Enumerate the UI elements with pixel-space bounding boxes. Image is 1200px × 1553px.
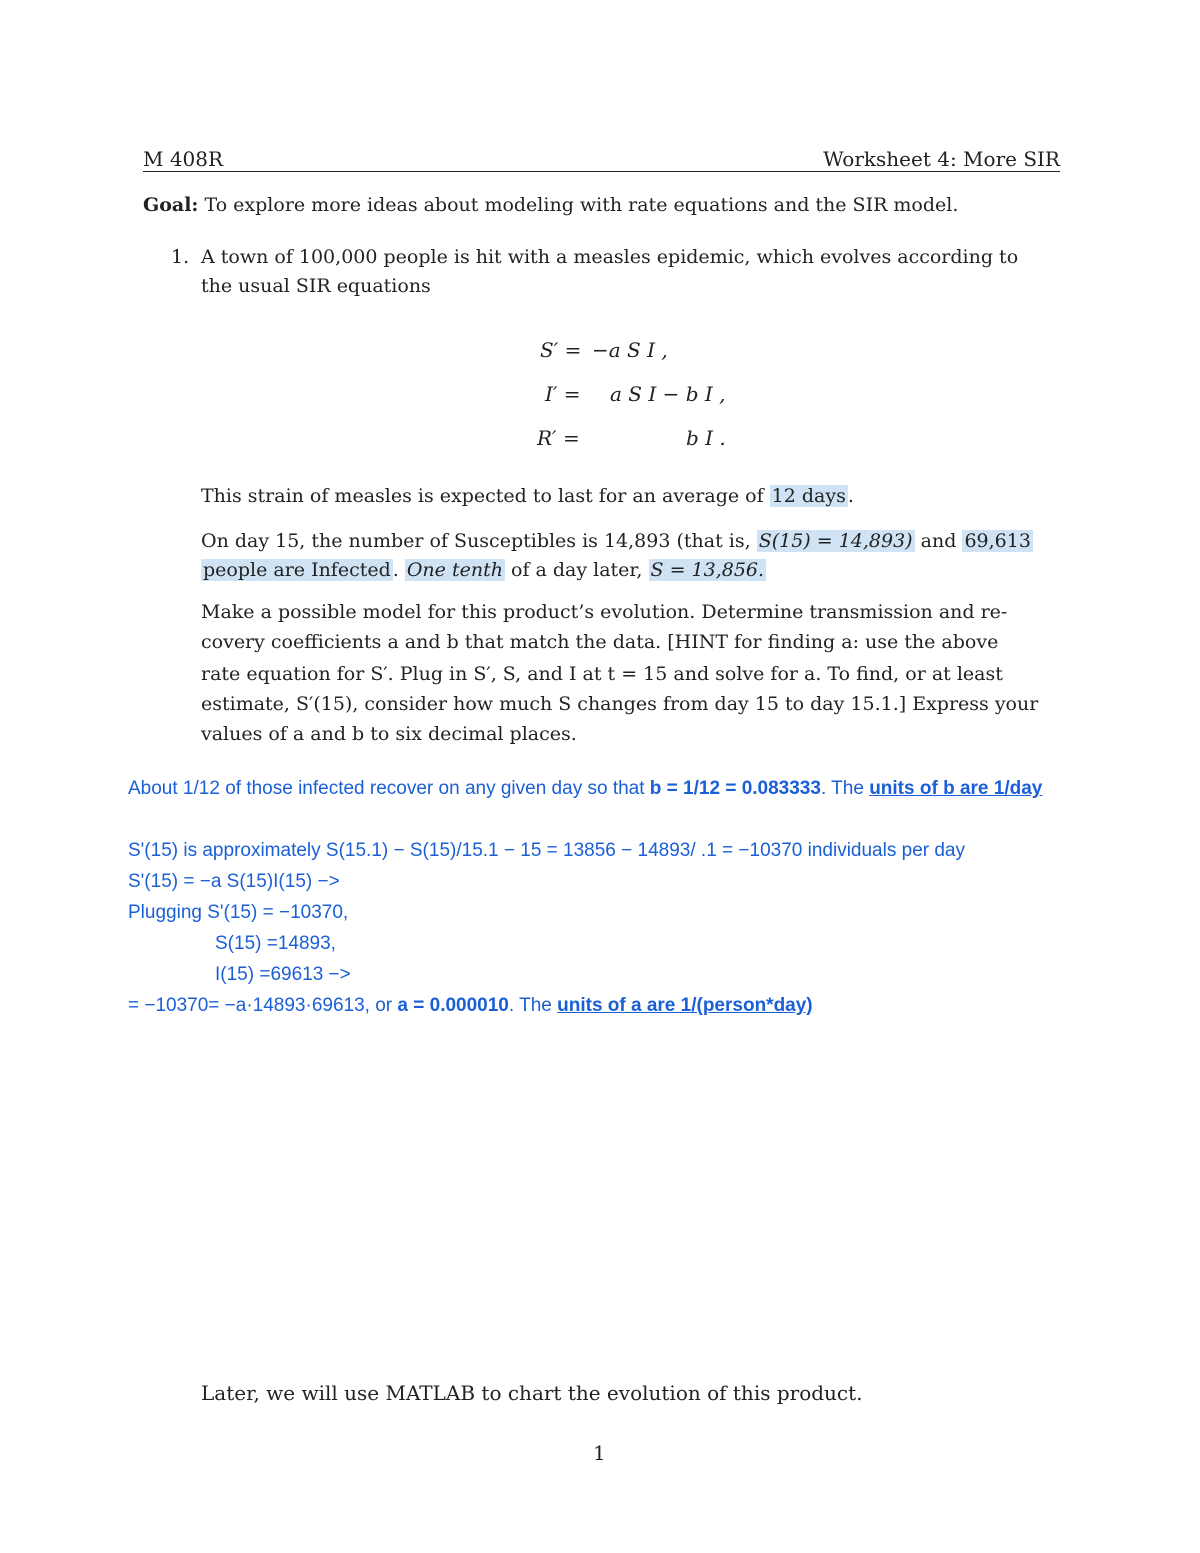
day15-susceptible-highlight: S(15) = 14,893): [758, 530, 913, 552]
one-tenth-highlight: One tenth: [406, 559, 503, 581]
answer-s-line5: I(15) =69613 −>: [215, 964, 351, 985]
answer-a-line: [128, 995, 813, 1017]
day15-infected-count-highlight: 69,613: [964, 530, 1031, 552]
day15-text-b: and: [920, 530, 957, 552]
header-rule: [143, 171, 1060, 172]
answer-b-value: b = 1/12 = 0.083333: [649, 778, 821, 799]
equation-i-lhs: I′ =: [545, 382, 581, 406]
equation-r-lhs: R′ =: [537, 426, 580, 450]
equation-s-lhs: S′ =: [540, 338, 582, 362]
problem-intro-line2: the usual SIR equations: [201, 275, 431, 297]
strain-end: .: [847, 485, 854, 507]
day15-text-d: of a day later,: [511, 559, 643, 581]
day15-infected-label-highlight: people are Infected: [203, 559, 391, 581]
answer-b-mid: . The: [820, 778, 864, 799]
goal-label: Goal:: [143, 194, 199, 216]
task-line2: covery coefficients a and b that match the data. [HINT for finding a: use the above: [201, 631, 999, 653]
answer-b-text: About 1/12 of those infected recover on any given day so that: [128, 778, 645, 799]
answer-b-units: units of b are 1/day: [869, 778, 1043, 799]
answer-a-text: = −10370= −a·14893·69613, or: [128, 995, 393, 1016]
day15-text-a: On day 15, the number of Susceptibles is 14,893 (that is,: [201, 530, 751, 552]
answer-s-line3: Plugging S'(15) = −10370,: [128, 902, 349, 923]
problem-number: 1.: [171, 246, 190, 268]
answer-s-line4: S(15) =14893,: [215, 933, 336, 954]
course-code: M 408R: [143, 147, 224, 171]
answer-s-line2: S'(15) = −a S(15)I(15) −>: [128, 871, 340, 892]
answer-a-mid: . The: [508, 995, 552, 1016]
strain-text: This strain of measles is expected to last for an average of: [201, 485, 764, 507]
strain-line: [201, 481, 1059, 511]
equation-i-rhs: a S I − b I ,: [610, 382, 726, 406]
equation-s-rhs: −a S I ,: [592, 338, 668, 362]
task-line4: estimate, S′(15), consider how much S changes from day 15 to day 15.1.] Express your: [201, 693, 1039, 715]
goal-text: To explore more ideas about modeling with rate equations and the SIR model.: [204, 194, 959, 216]
answer-a-units: units of a are 1/(person*day): [557, 995, 813, 1016]
task-line5: values of a and b to six decimal places.: [201, 723, 577, 745]
worksheet-title: Worksheet 4: More SIR: [823, 147, 1060, 171]
task-line3: rate equation for S′. Plug in S′, S, and I at t = 15 and solve for a. To find, or at least: [201, 663, 1003, 685]
answer-a-value: a = 0.000010: [397, 995, 509, 1016]
equation-r-rhs: b I .: [686, 426, 726, 450]
day15-line1: [201, 526, 1059, 556]
s-later-highlight: S = 13,856.: [650, 559, 765, 581]
day15-text-c: .: [392, 559, 399, 581]
goal-line: [143, 190, 958, 220]
task-line1: Make a possible model for this product’s evolution. Determine transmission and re-: [201, 601, 1008, 623]
day15-line2: [201, 555, 1059, 585]
answer-b-line: [128, 778, 1042, 800]
page-number: 1: [593, 1441, 606, 1465]
later-note: Later, we will use MATLAB to chart the evolution of this product.: [201, 1381, 863, 1405]
answer-s-line1: S'(15) is approximately S(15.1) − S(15)/15.1 − 15 = 13856 − 14893/ .1 = −10370 individuals per day: [128, 840, 966, 861]
strain-duration-highlight: 12 days: [771, 485, 846, 507]
problem-intro-line1: A town of 100,000 people is hit with a measles epidemic, which evolves according to: [201, 246, 1019, 268]
